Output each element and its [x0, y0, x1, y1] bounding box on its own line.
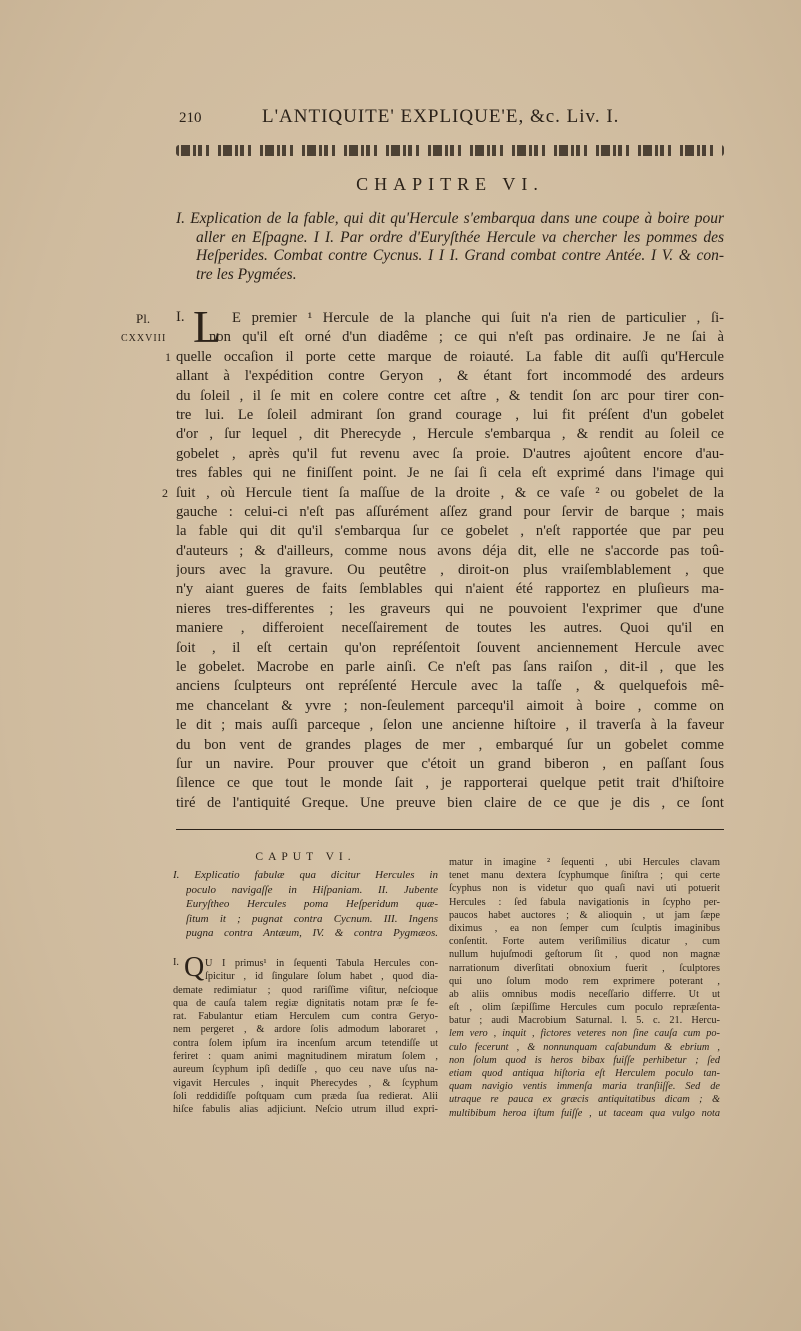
text-line: la fable qui dit qu'il s'embarqua ſur ce gobelet , n'eſt rapportée que par peu — [176, 523, 724, 540]
text-line: du bon vent de grandes plages de mer , embarqué ſur un gobelet comme — [176, 736, 724, 753]
text-line: matur in imagine ² ſequenti , ubi Hercules clavam — [449, 857, 720, 868]
margin-note-2: 2 — [162, 486, 168, 500]
text-line: jours avec la gravure. Ou peutêtre , diroit-on plus vraiſemblablement , que — [176, 562, 724, 579]
text-line: ab aliis omnibus modis neceſſario differre. Ut ut — [449, 988, 720, 1000]
text-line: ſilence ce que tout le monde ſait , je rapporterai quelque petit trait d'hiſtoire — [176, 775, 724, 792]
text-line: ſoit , il eſt certain qu'on repréſentoit ſouvent anciennement Hercule avec — [176, 639, 724, 656]
text-line: hiſce fabulis alias adjiciunt. Neſcio utrum illud expri- — [173, 1104, 438, 1116]
text-line: vigavit Hercules , inquit Pherecydes , & ſcyphum — [173, 1077, 438, 1089]
text-line: maniere , differoient neceſſairement de toutes les autres. Quoi qu'il en — [176, 620, 724, 637]
text-line: conſentit. Forte autem veriſimilius dicatur , cum — [449, 936, 720, 948]
french-body-text — [176, 309, 724, 813]
text-line: anciens ſculpteurs ont repréſenté Hercule avec la taſſe , & quelquefois mê- — [176, 678, 724, 695]
text-line: d'or , ſur lequel , dit Pherecyde , Hercule s'embarqua , & rendit au ſoleil ce — [176, 426, 724, 443]
margin-note-1: 1 — [165, 350, 171, 364]
latin-right-column — [449, 856, 720, 1120]
text-line: ſitum it ; pugnat contra Cycnum. III. Ingens — [186, 912, 438, 925]
text-line: tiré de l'antiquité Greque. Une preuve bien claire de ce que je dis , ce ſont — [176, 794, 724, 811]
page-number: 210 — [179, 110, 202, 126]
text-line: I. Explication de la fable, qui dit qu'Hercule s'embarqua dans une coupe à boire pour — [176, 210, 724, 227]
plate-number: CXXVIII — [121, 333, 167, 344]
footnote-divider — [176, 829, 724, 830]
text-line: du ſoleil , il ſe mit en colere contre cet aſtre , & tendit ſon arc pour tirer con- — [176, 387, 724, 404]
text-line: multibibum heroa iſtum fuiſſe , ut taceam qua vulgo nota — [449, 1107, 720, 1119]
text-line: gobelet , après qu'il fut revenu avec ſa proie. D'autres ajoûtent encore d'au- — [176, 445, 724, 462]
text-line: tres fables qui ne finiſſent point. Je ne ſai ſi cela eſt exprimé dans l'image qui — [176, 465, 724, 482]
text-line: lem vero , inquit , fictores veteres non ſine cauſa cum po- — [449, 1028, 720, 1040]
latin-drop-cap: Q — [184, 952, 205, 983]
text-line: etiam quod antiqua hiſtoria eſt Herculem poculo tan- — [449, 1068, 720, 1079]
text-line: U I primus¹ in ſequenti Tabula Hercules con- — [205, 958, 438, 969]
text-line: nieres tres-differentes ; les graveurs qui ne pouvoient l'exprimer que d'une — [176, 600, 724, 617]
text-line: allant à l'expédition contre Geryon , & étant fort incommodé des ardeurs — [176, 368, 724, 385]
text-line: tre les Pygmées. — [196, 265, 297, 283]
text-line: I. Explicatio fabulæ qua dicitur Hercules in — [173, 869, 438, 881]
text-line: ſpicitur , id ſingulare ſolum habet , quod dia- — [205, 971, 438, 983]
text-line: ſuit , où Hercule tient ſa maſſue de la droite , & ce vaſe ² ou gobelet de la — [176, 484, 724, 501]
text-line: non ſolum quod is heros bibax fuiſſe perhibetur ; ſed — [449, 1054, 720, 1066]
latin-chapter-title: CAPUT VI. — [255, 851, 356, 863]
text-line: diximus , ea non ſemper cum ſculptis imaginibus — [449, 922, 720, 934]
text-line: E premier ¹ Hercule de la planche qui ſuit n'a rien de particulier , ſi- — [232, 310, 724, 326]
text-line: qua de cauſa talem regiæ dignitatis notam præ ſe fe- — [173, 997, 438, 1009]
text-line: non qu'il eſt orné d'un diadême ; ce qui n'eſt pas ordinaire. Je ne ſai à — [209, 329, 724, 346]
text-line: qui uno ſolum modo rem exprimere poterant , — [449, 975, 720, 987]
text-line: paucos habet auctores ; & alioquin , ut jam ſæpe — [449, 909, 720, 921]
text-line: batur ; audi Macrobium Saturnal. l. 5. c. 21. Hercu- — [449, 1015, 720, 1027]
text-line: eſt , olim ſæpiſſime Hercules cum poculo repræſenta- — [449, 1002, 720, 1014]
text-line: n'y aiant gueres de faits ſemblables qui n'aient été rapportez en pluſieurs ma- — [176, 581, 724, 598]
text-line: contra ſolem ipſum ira incenſum arcum tetendiſſe ut — [173, 1037, 438, 1049]
text-line: rat. Fabulantur etiam Herculem cum contra Geryo- — [173, 1011, 438, 1023]
text-line: aureum ſcyphum ipſi dediſſe , quo ceu nave uſus na- — [173, 1064, 438, 1076]
text-line: tenet manu dextera ſcyphumque ſiniſtra ; qui certe — [449, 870, 720, 882]
text-line: narrationum diverſitati obnoxium fuerit , ſculptores — [449, 962, 720, 974]
text-line: utraque re pauca ex græcis antiquitatibus dicam ; & — [449, 1094, 720, 1106]
text-line: gauche : celui-ci n'eſt pas aſſurément aſſez grand pour ſervir de barque ; mais — [176, 503, 724, 520]
text-line: ſcyphus non is videtur quo quaſi navi uti potuerit — [449, 883, 720, 895]
chapter-summary — [176, 210, 724, 284]
text-line: nullum hujuſmodi geſtorum ſit , quod non magnæ — [449, 949, 720, 961]
plate-label: Pl. — [136, 311, 151, 326]
text-line: le gobelet. Macrobe en parle ainſi. Ce n'eſt pas ſans raiſon , dit-il , que les — [176, 659, 724, 676]
text-line: nem pergeret , & ardore ſolis admodum laboraret , — [173, 1024, 438, 1036]
text-line: aller en Eſpagne. I I. Par ordre d'Euryſthée Hercule va chercher les pommes des — [196, 228, 724, 246]
text-line: Hercules : ſed fabula navigationis in ſcypho per- — [449, 896, 720, 908]
text-line: me chancelant & yvre ; non-ſeulement parcequ'il aimoit à boire , comme on — [176, 697, 724, 714]
text-line: tre lui. Le ſoleil admirant ſon grand courage , lui fit préſent d'un gobelet — [176, 406, 724, 423]
text-line: Euryſtheo Hercules poma Heſperidum quæ- — [186, 898, 438, 910]
text-line: Heſperides. Combat contre Cycnus. I I I. Grand combat contre Antée. I V. & con- — [196, 247, 724, 264]
text-line: ſoli reddidiſſe poſtquam cum præda ſua redierat. Alii — [173, 1090, 438, 1102]
section-number: I. — [176, 309, 185, 325]
chapter-title: CHAPITRE VI. — [356, 174, 544, 194]
text-line: le dit ; mais auſſi parceque , ſelon une ancienne hiſtoire , il traverſa à la faveur — [176, 717, 724, 734]
text-line: quam navigio ventis immenſa maria tranſiiſſe. Sed de — [449, 1081, 720, 1093]
text-line: feriret : quam animi magnitudinem miratum ſolem , — [173, 1051, 438, 1063]
text-line: demate redimiatur ; quod rariſſime viſitur, neſcioque — [173, 984, 438, 996]
running-title: L'ANTIQUITE' EXPLIQUE'E, &c. Liv. I. — [262, 106, 620, 127]
latin-summary — [173, 868, 438, 941]
text-line: culo fecerunt , & nonnunquam caſabundum & ebrium , — [449, 1041, 720, 1053]
text-line: pugna contra Antæum, IV. & contra Pygmæos. — [186, 927, 438, 939]
latin-section-number: I. — [173, 957, 180, 968]
text-line: quelle occaſion il porte cette marque de roiauté. La fable dit auſſi qu'Hercule — [176, 348, 724, 365]
latin-left-column — [173, 952, 438, 1117]
text-line: d'auteurs ; & d'ailleurs, comme nous avons déja dit, elle ne s'accorde pas toû- — [176, 542, 724, 559]
text-line: poculo navigaſſe in Hiſpaniam. II. Jubente — [186, 883, 438, 896]
drop-cap: L — [193, 301, 222, 352]
text-line: ſur un navire. Pour prouver que c'étoit un grand biberon , en paſſant ſous — [176, 755, 724, 772]
ornamental-band — [176, 145, 724, 156]
